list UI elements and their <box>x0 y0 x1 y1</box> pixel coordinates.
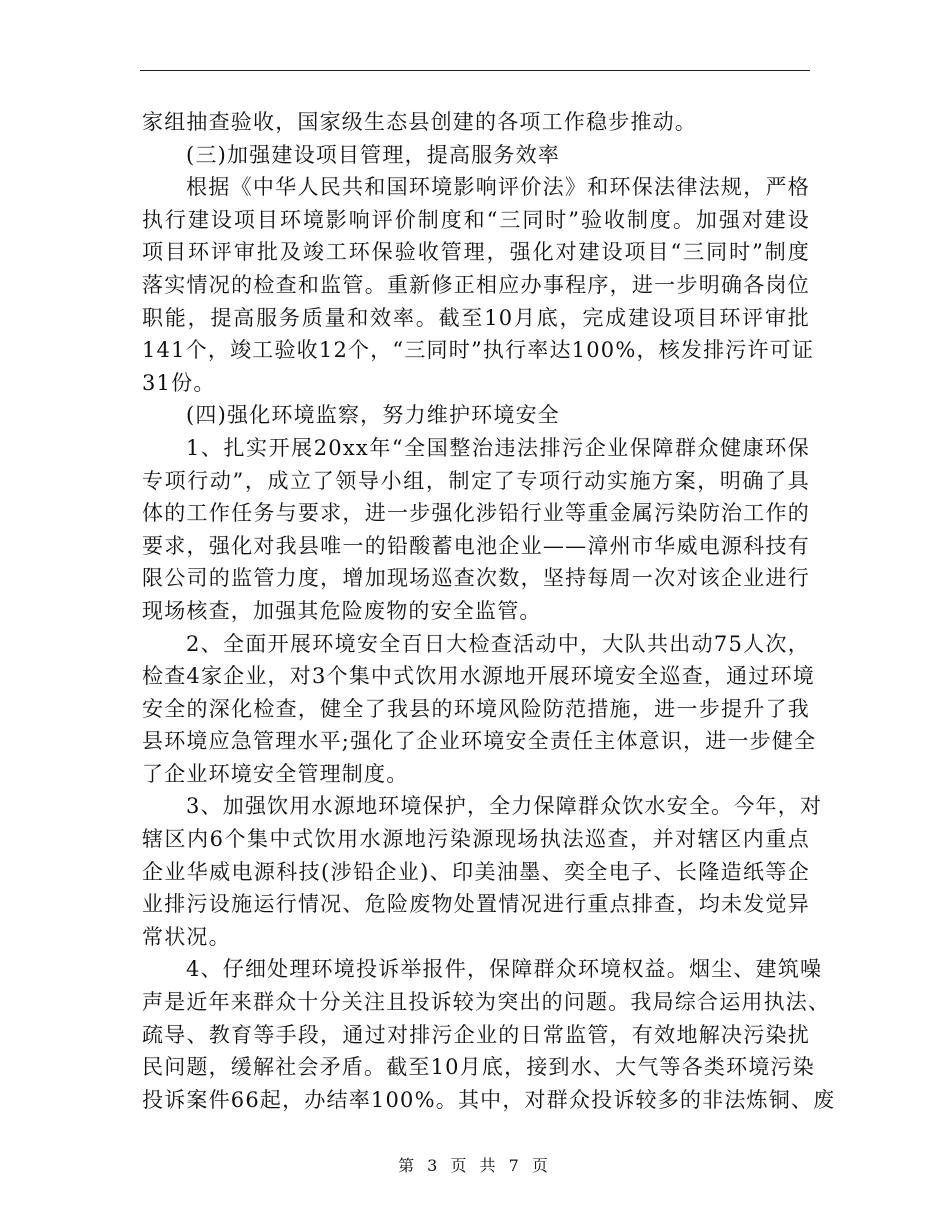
text-line: 4、仔细处理环境投诉举报件，保障群众环境权益。烟尘、建筑噪 <box>186 957 823 982</box>
text-line: 3、加强饮用水源地环境保护，全力保障群众饮水安全。今年，对 <box>186 794 823 819</box>
page-footer: 第 3 页 共 7 页 <box>398 1156 552 1175</box>
text-line: 项目环评审批及竣工环保验收管理，强化对建设项目“三同时”制度 <box>142 240 810 265</box>
text-line: 根据《中华人民共和国环境影响评价法》和环保法律法规，严格 <box>186 175 810 200</box>
text-line: 现场核查，加强其危险废物的安全监管。 <box>142 598 542 623</box>
text-line: 检查4家企业，对3个集中式饮用水源地开展环境安全巡查，通过环境 <box>142 664 815 689</box>
text-line: 常状况。 <box>142 924 231 949</box>
text-line: 141个，竣工验收12个，“三同时”执行率达100%，核发排污许可证 <box>142 338 815 363</box>
text-line: 1、扎实开展20xx年“全国整治违法排污企业保障群众健康环保 <box>186 435 810 460</box>
text-line: 县环境应急管理水平;强化了企业环境安全责任主体意识，进一步健全 <box>142 729 817 754</box>
text-line: 2、全面开展环境安全百日大检查活动中，大队共出动75人次， <box>186 631 810 656</box>
text-line: 辖区内6个集中式饮用水源地污染源现场执法巡查，并对辖区内重点 <box>142 827 810 852</box>
text-line: 声是近年来群众十分关注且投诉较为突出的问题。我局综合运用执法、 <box>142 990 831 1015</box>
text-line: 体的工作任务与要求，进一步强化涉铅行业等重金属污染防治工作的 <box>142 501 810 526</box>
text-line: 限公司的监管力度，增加现场巡查次数，坚持每周一次对该企业进行 <box>142 566 810 591</box>
text-line: 专项行动”，成立了领导小组，制定了专项行动实施方案，明确了具 <box>142 468 810 493</box>
header-rule <box>140 70 810 71</box>
text-line: (三)加强建设项目管理，提高服务效率 <box>186 142 560 167</box>
text-line: 职能，提高服务质量和效率。截至10月底，完成建设项目环评审批 <box>142 305 810 330</box>
text-line: 要求，强化对我县唯一的铅酸蓄电池企业——漳州市华威电源科技有 <box>142 533 810 558</box>
document-body <box>142 106 836 1116</box>
text-line: 安全的深化检查，健全了我县的环境风险防范措施，进一步提升了我 <box>142 696 810 721</box>
text-line: 31份。 <box>142 370 216 395</box>
text-line: 投诉案件66起，办结率100%。其中，对群众投诉较多的非法炼铜、废 <box>142 1087 836 1112</box>
text-line: 了企业环境安全管理制度。 <box>142 761 409 786</box>
text-line: 疏导、教育等手段，通过对排污企业的日常监管，有效地解决污染扰 <box>142 1022 810 1047</box>
text-line: 企业华威电源科技(涉铅企业)、印美油墨、奕全电子、长隆造纸等企 <box>142 859 810 884</box>
text-line: (四)强化环境监察，努力维护环境安全 <box>186 403 560 428</box>
text-line: 落实情况的检查和监管。重新修正相应办事程序，进一步明确各岗位 <box>142 272 810 297</box>
text-line: 民问题，缓解社会矛盾。截至10月底，接到水、大气等各类环境污染 <box>142 1055 815 1080</box>
text-line: 业排污设施运行情况、危险废物处置情况进行重点排查，均未发觉异 <box>142 892 810 917</box>
text-line: 家组抽查验收，国家级生态县创建的各项工作稳步推动。 <box>142 110 697 134</box>
text-line: 执行建设项目环境影响评价制度和“三同时”验收制度。加强对建设 <box>142 207 810 232</box>
